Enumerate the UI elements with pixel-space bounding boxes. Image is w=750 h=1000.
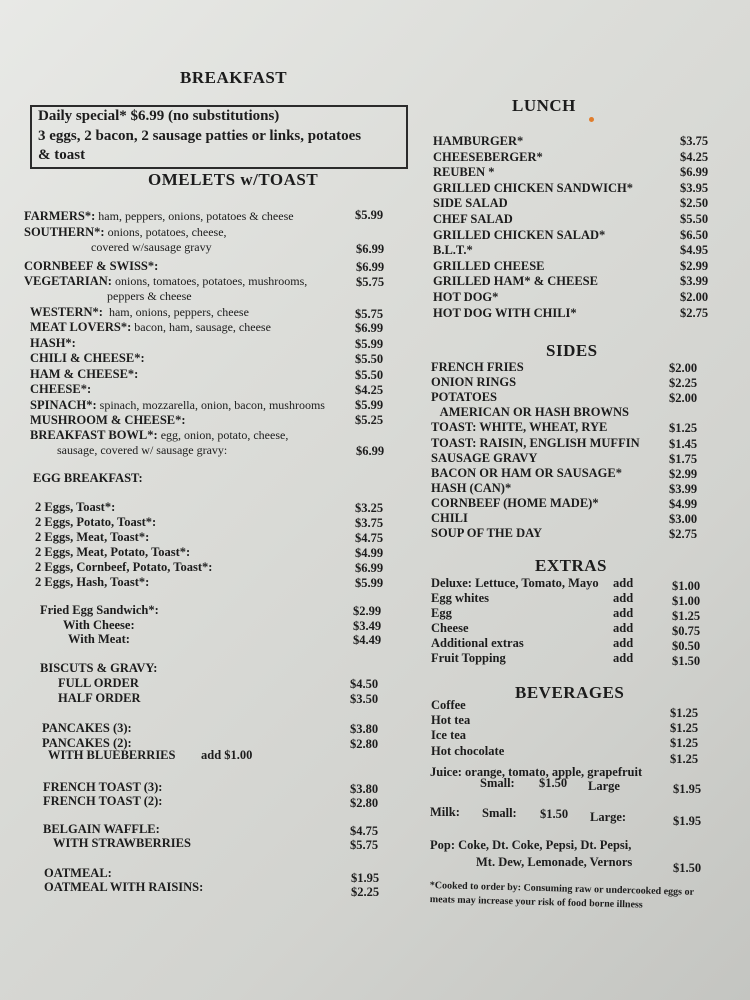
omelet-price: $4.25: [355, 383, 384, 397]
omelet-price: $5.99: [355, 398, 384, 412]
stain-mark: [589, 117, 594, 122]
omelet-name: WESTERN*:: [30, 305, 103, 319]
omelet-desc: ham, peppers, onions, potatoes & cheese: [95, 209, 294, 223]
omelet-name: CHILI & CHEESE*:: [30, 351, 145, 365]
milk-small-label: Small:: [482, 806, 517, 820]
omelet-name: HAM & CHEESE*:: [30, 367, 139, 381]
beverages-title: BEVERAGES: [515, 683, 625, 702]
biscuits-price: $3.50: [350, 692, 379, 706]
lunch-item-price: $3.75: [680, 134, 709, 148]
omelet-desc: ham, onions, peppers, cheese: [102, 305, 249, 319]
lunch-item-price: $2.99: [680, 258, 709, 273]
egg-breakfast-price: $3.25: [355, 501, 384, 515]
omelet-row: [91, 238, 212, 256]
egg-breakfast-name: 2 Eggs, Potato, Toast*:: [35, 515, 157, 529]
side-item-name: CHILI: [431, 511, 468, 525]
oatmeal-price: $1.95: [351, 871, 380, 885]
juice-small-label: Small:: [480, 776, 515, 790]
omelet-price: $5.99: [355, 337, 384, 351]
waffle-price: $5.75: [350, 838, 379, 852]
beverage-item-price: $1.25: [670, 736, 699, 751]
beverage-item-name: Coffee: [431, 698, 466, 712]
omelet-desc: spinach, mozzarella, onion, bacon, mushrooms: [96, 398, 325, 412]
lunch-item-price: $5.50: [680, 212, 709, 226]
side-item-price: $3.00: [669, 512, 698, 526]
omelet-name: MUSHROOM & CHEESE*:: [30, 413, 186, 427]
omelet-name: SPINACH*:: [30, 398, 97, 412]
side-item-name: POTATOES: [431, 390, 497, 405]
lunch-item-price: $2.50: [680, 196, 709, 211]
waffle-price: $4.75: [350, 824, 379, 838]
french-toast-price: $3.80: [350, 782, 379, 796]
extra-item-add: add: [613, 636, 634, 650]
omelet-price: $5.75: [356, 275, 385, 289]
extra-item-add: add: [613, 606, 634, 620]
omelet-name: MEAT LOVERS*:: [30, 320, 132, 334]
beverage-item-name: Hot tea: [431, 713, 471, 728]
beverage-item-name: Hot chocolate: [431, 743, 505, 758]
pop-line2: Mt. Dew, Lemonade, Vernors: [476, 855, 633, 869]
oatmeal-name: OATMEAL WITH RAISINS:: [44, 880, 204, 894]
lunch-item-name: CHEESEBERGER*: [433, 149, 543, 164]
fried-egg-price: $3.49: [353, 619, 382, 633]
french-toast-name: FRENCH TOAST (3):: [43, 780, 163, 794]
daily-special-line2: 3 eggs, 2 bacon, 2 sausage patties or links, potatoes: [38, 128, 362, 144]
pancakes-name: PANCAKES (3):: [42, 721, 132, 735]
omelet-desc: sausage, covered w/ sausage gravy:: [57, 443, 228, 457]
egg-breakfast-title: EGG BREAKFAST:: [33, 471, 143, 485]
beverage-item-price: $1.25: [670, 721, 699, 736]
egg-breakfast-name: 2 Eggs, Toast*:: [35, 500, 116, 514]
lunch-item-name: CHEF SALAD: [433, 212, 513, 226]
fried-egg-price: $2.99: [353, 604, 382, 618]
daily-special-box: [30, 105, 408, 169]
omelet-row: [57, 441, 227, 459]
lunch-item-price: $2.00: [680, 290, 709, 304]
omelet-price: $6.99: [356, 242, 385, 256]
side-item-name: FRENCH FRIES: [431, 360, 524, 374]
lunch-item-price: $3.95: [680, 180, 709, 195]
omelet-price: $5.75: [355, 307, 384, 321]
lunch-item-name: REUBEN *: [433, 165, 495, 180]
lunch-item-price: $4.25: [680, 149, 709, 164]
fried-egg-name: With Cheese:: [63, 618, 135, 632]
side-item-price: $2.99: [669, 466, 698, 481]
omelet-price: $5.99: [355, 208, 384, 222]
extra-item-price: $1.50: [672, 654, 701, 668]
lunch-item-price: $6.50: [680, 227, 709, 242]
side-item-price: $2.75: [669, 527, 698, 542]
omelet-price: $6.99: [356, 260, 385, 274]
footnote-line2: meats may increase your risk of food borne illness: [429, 894, 643, 911]
pop-line1: Pop: Coke, Dt. Coke, Pepsi, Dt. Pepsi,: [430, 838, 632, 852]
side-item-price: $2.25: [669, 376, 698, 391]
omelet-desc: onions, potatoes, cheese,: [104, 225, 227, 239]
fried-egg-name: With Meat:: [68, 632, 130, 646]
beverage-item-price: $1.25: [670, 706, 699, 720]
pancakes-price: $2.80: [350, 737, 379, 751]
extra-item-price: $0.50: [672, 639, 701, 653]
side-item-price: $4.99: [669, 496, 698, 511]
egg-breakfast-price: $6.99: [355, 561, 384, 575]
extra-item-name: Additional extras: [431, 636, 524, 650]
lunch-item-price: $6.99: [680, 165, 709, 180]
beverage-item-name: Ice tea: [431, 728, 467, 743]
side-item-name: AMERICAN OR HASH BROWNS: [431, 405, 629, 420]
side-item-price: $2.00: [669, 361, 698, 375]
french-toast-name: FRENCH TOAST (2):: [43, 794, 163, 808]
side-item-name: SAUSAGE GRAVY: [431, 450, 538, 465]
side-item-name: TOAST: RAISIN, ENGLISH MUFFIN: [431, 435, 640, 450]
side-item-name: BACON OR HAM OR SAUSAGE*: [431, 465, 622, 480]
side-item-price: $2.00: [669, 391, 698, 406]
side-item-price: $1.75: [669, 451, 698, 466]
extra-item-add: add: [613, 591, 634, 605]
omelet-price: $6.99: [355, 321, 384, 335]
egg-breakfast-name: 2 Eggs, Cornbeef, Potato, Toast*:: [35, 560, 213, 574]
omelet-desc: peppers & cheese: [107, 289, 192, 303]
omelet-desc: bacon, ham, sausage, cheese: [131, 320, 271, 334]
extra-item-price: $1.00: [672, 579, 701, 593]
breakfast-title: BREAKFAST: [180, 68, 288, 87]
daily-special-line3: & toast: [38, 147, 86, 163]
extra-item-add: add: [613, 576, 634, 590]
side-item-name: CORNBEEF (HOME MADE)*: [431, 495, 599, 510]
egg-breakfast-price: $4.99: [355, 546, 384, 560]
biscuits-name: FULL ORDER: [58, 676, 139, 690]
extra-item-name: Egg: [431, 606, 452, 620]
milk-small-price: $1.50: [540, 807, 569, 821]
omelet-name: CORNBEEF & SWISS*:: [24, 259, 159, 273]
lunch-item-name: HAMBURGER*: [433, 134, 524, 148]
egg-breakfast-name: 2 Eggs, Meat, Toast*:: [35, 530, 150, 544]
omelets-title: OMELETS w/TOAST: [148, 170, 319, 189]
omelet-name: FARMERS*:: [24, 209, 96, 223]
omelet-name: SOUTHERN*:: [24, 225, 105, 239]
lunch-item-price: $4.95: [680, 243, 709, 258]
extra-item-add: add: [613, 651, 634, 665]
sides-title: SIDES: [546, 341, 598, 360]
oatmeal-price: $2.25: [351, 885, 380, 899]
omelet-desc: egg, onion, potato, cheese,: [157, 428, 289, 442]
blueberries-add: add $1.00: [201, 748, 253, 762]
pancakes-name: PANCAKES (2):: [42, 736, 132, 750]
omelet-desc: onions, tomatoes, potatoes, mushrooms,: [111, 274, 308, 288]
side-item-price: $1.25: [669, 421, 698, 436]
daily-special-line1: Daily special* $6.99 (no substitutions): [38, 108, 280, 124]
side-item-name: SOUP OF THE DAY: [431, 526, 543, 541]
egg-breakfast-price: $3.75: [355, 516, 384, 530]
extra-item-name: Egg whites: [431, 591, 489, 605]
lunch-item-name: GRILLED CHICKEN SALAD*: [433, 227, 606, 242]
omelet-desc: covered w/sausage gravy: [91, 240, 212, 254]
french-toast-price: $2.80: [350, 796, 379, 810]
blueberries-label: WITH BLUEBERRIES: [48, 748, 176, 762]
side-item-name: HASH (CAN)*: [431, 480, 512, 495]
lunch-item-price: $3.99: [680, 274, 709, 289]
extra-item-name: Deluxe: Lettuce, Tomato, Mayo: [431, 576, 599, 590]
egg-breakfast-name: 2 Eggs, Hash, Toast*:: [35, 575, 150, 589]
milk-large-price: $1.95: [673, 814, 702, 828]
side-item-name: TOAST: WHITE, WHEAT, RYE: [431, 420, 608, 435]
biscuits-price: $4.50: [350, 677, 379, 691]
milk-label: Milk:: [430, 805, 460, 819]
waffle-name: WITH STRAWBERRIES: [53, 836, 191, 850]
lunch-item-name: HOT DOG WITH CHILI*: [433, 305, 577, 320]
juice-large-label: Large: [588, 779, 620, 793]
oatmeal-name: OATMEAL:: [44, 866, 112, 880]
fried-egg-price: $4.49: [353, 633, 382, 647]
egg-breakfast-name: 2 Eggs, Meat, Potato, Toast*:: [35, 545, 191, 559]
juice-small-price: $1.50: [539, 776, 568, 790]
side-item-name: ONION RINGS: [431, 375, 517, 390]
egg-breakfast-price: $5.99: [355, 576, 384, 590]
extra-item-name: Cheese: [431, 621, 469, 635]
omelet-name: BREAKFAST BOWL*:: [30, 428, 158, 442]
beverage-item-price: $1.25: [670, 751, 699, 766]
extra-item-price: $1.00: [672, 594, 701, 608]
omelet-price: $5.50: [355, 352, 384, 366]
lunch-title: LUNCH: [512, 96, 576, 115]
waffle-name: BELGAIN WAFFLE:: [43, 822, 160, 836]
lunch-item-name: SIDE SALAD: [433, 196, 508, 211]
omelet-price: $5.25: [355, 413, 384, 427]
juice-label: Juice: orange, tomato, apple, grapefruit: [430, 765, 643, 779]
juice-large-price: $1.95: [673, 782, 702, 796]
omelet-name: HASH*:: [30, 336, 76, 350]
extras-title: EXTRAS: [535, 556, 607, 575]
omelet-name: VEGETARIAN:: [24, 274, 112, 288]
side-item-price: $1.45: [669, 436, 698, 451]
extra-item-price: $0.75: [672, 624, 701, 638]
extra-item-add: add: [613, 621, 634, 635]
pancakes-price: $3.80: [350, 722, 379, 736]
lunch-item-name: GRILLED HAM* & CHEESE: [433, 274, 598, 289]
omelet-price: $5.50: [355, 368, 384, 382]
omelet-price: $6.99: [356, 444, 385, 458]
lunch-item-name: GRILLED CHICKEN SANDWICH*: [433, 180, 634, 195]
extra-item-price: $1.25: [672, 609, 701, 623]
extra-item-name: Fruit Topping: [431, 651, 506, 665]
egg-breakfast-price: $4.75: [355, 531, 384, 545]
pop-price: $1.50: [673, 861, 702, 875]
lunch-item-price: $2.75: [680, 305, 709, 320]
biscuits-name: HALF ORDER: [58, 691, 141, 705]
biscuits-title: BISCUTS & GRAVY:: [40, 661, 158, 675]
lunch-item-name: GRILLED CHEESE: [433, 258, 545, 273]
side-item-price: $3.99: [669, 481, 698, 496]
lunch-item-name: HOT DOG*: [433, 290, 499, 304]
milk-large-label: Large:: [590, 810, 627, 824]
fried-egg-name: Fried Egg Sandwich*:: [40, 603, 159, 617]
lunch-item-name: B.L.T.*: [433, 243, 473, 258]
omelet-name: CHEESE*:: [30, 382, 92, 396]
footnote-line1: *Cooked to order by: Consuming raw or undercooked eggs or: [429, 880, 695, 898]
